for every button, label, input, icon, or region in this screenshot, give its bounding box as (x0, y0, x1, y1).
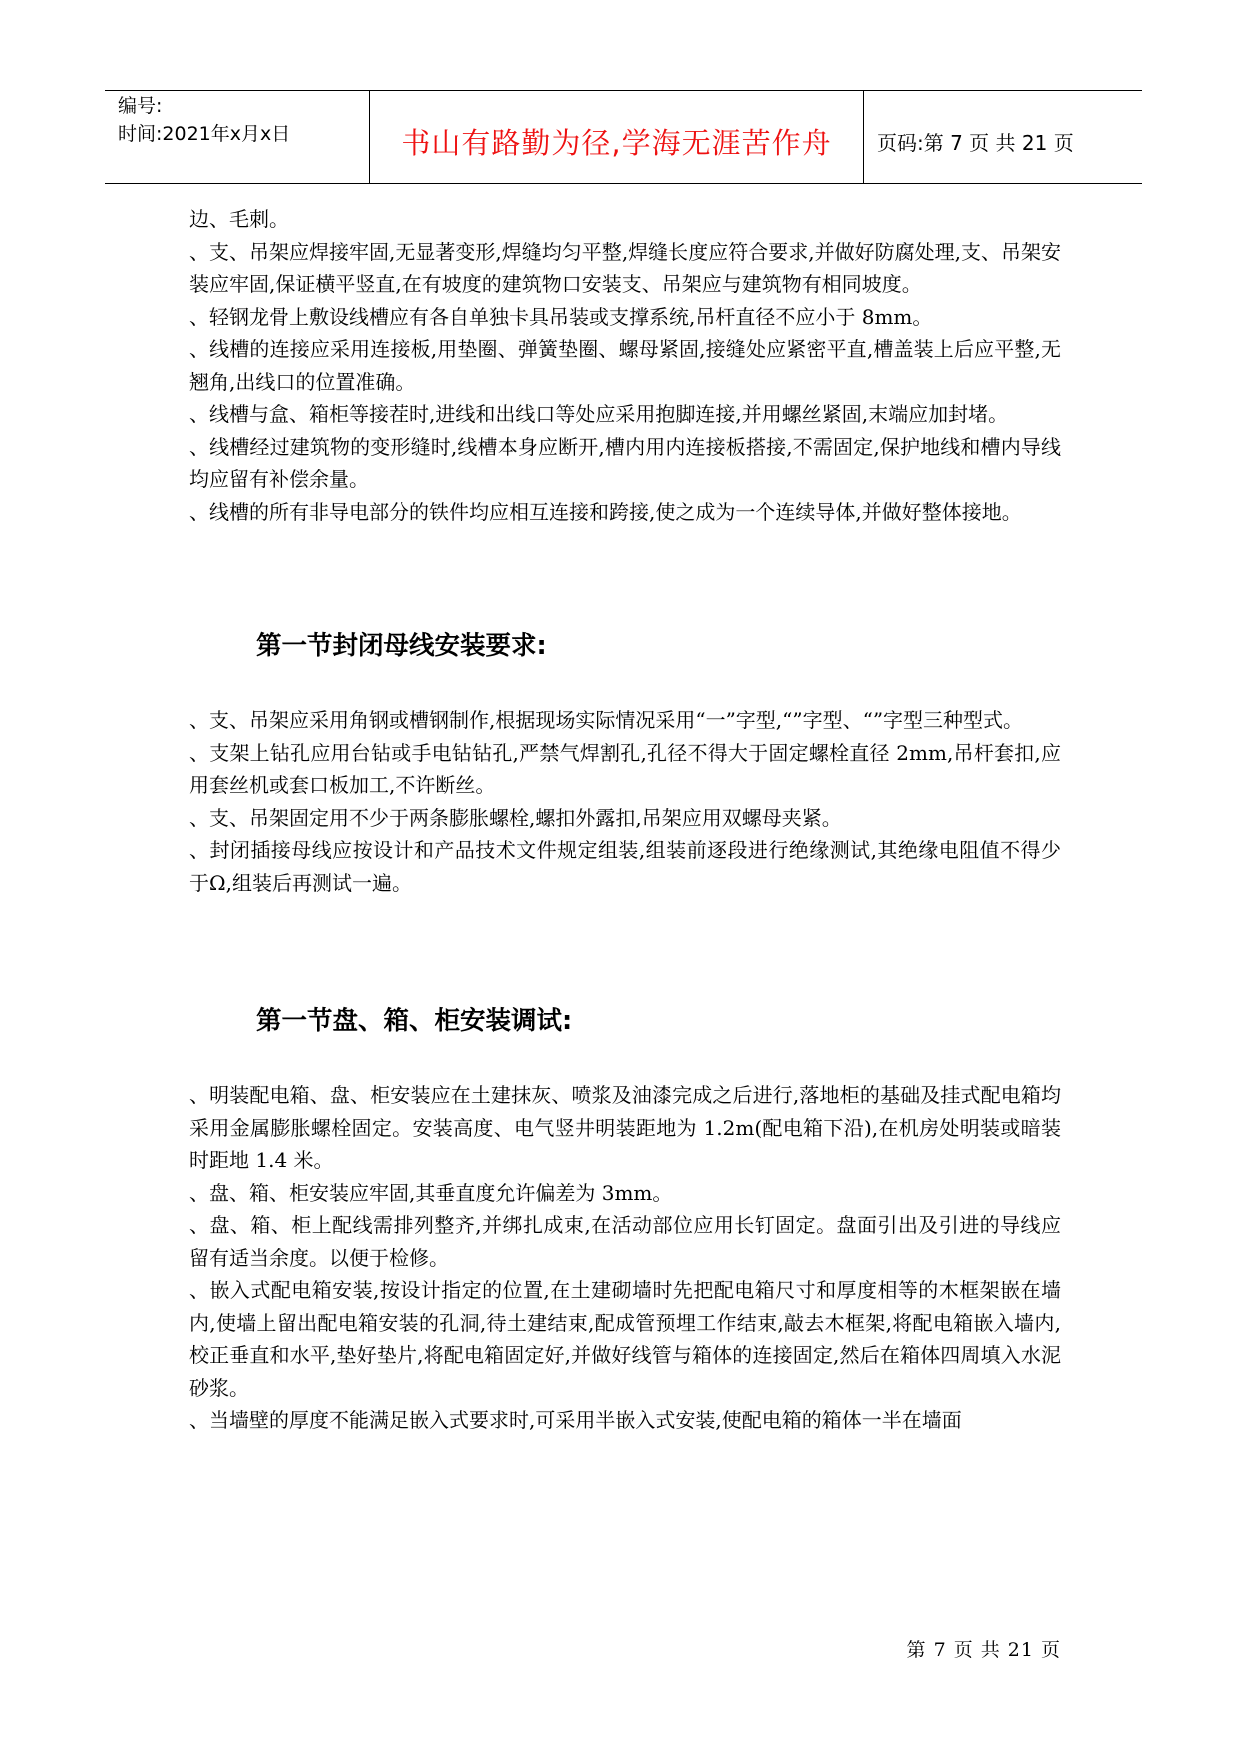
header-motto-cell (370, 91, 864, 183)
section-heading: 第一节封闭母线安装要求: (256, 631, 547, 661)
paragraph: 、明装配电箱、盘、柜安装应在土建抹灰、喷浆及油漆完成之后进行,落地柜的基础及挂式配电箱均采用金属膨胀螺栓固定。安装高度、电气竖井明装距地为 1.2m(配电箱下沿),在机房处明装或暗装时距地 1.4 米。 (189, 1083, 1061, 1172)
section-heading: 第一节盘、箱、柜安装调试: (256, 1006, 573, 1036)
paragraph: 、封闭插接母线应按设计和产品技术文件规定组装,组装前逐段进行绝缘测试,其绝缘电阻值不得少于Ω,组装后再测试一遍。 (189, 838, 1061, 895)
paragraph: 、线槽经过建筑物的变形缝时,线槽本身应断开,槽内用内连接板搭接,不需固定,保护地线和槽内导线均应留有补偿余量。 (189, 434, 1061, 491)
paragraph: 、支、吊架固定用不少于两条膨胀螺栓,螺扣外露扣,吊架应用双螺母夹紧。 (189, 805, 842, 830)
header-page-cell (864, 91, 1142, 183)
paragraph: 、当墙壁的厚度不能满足嵌入式要求时,可采用半嵌入式安装,使配电箱的箱体一半在墙面 (189, 1408, 962, 1432)
paragraph-group (189, 1079, 1061, 1437)
paragraph: 、支、吊架应采用角钢或槽钢制作,根据现场实际情况采用“一”字型,“”字型、“”字型三种型式。 (189, 708, 1024, 732)
paragraph: 、支架上钻孔应用台钻或手电钻钻孔,严禁气焊割孔,孔径不得大于固定螺栓直径 2mm,吊杆套扣,应用套丝机或套口板加工,不许断丝。 (189, 740, 1061, 797)
paragraph-group (189, 704, 1061, 899)
paragraph-group (189, 203, 1061, 528)
page-header (105, 90, 1142, 184)
paragraph: 、支、吊架应焊接牢固,无显著变形,焊缝均匀平整,焊缝长度应符合要求,并做好防腐处理,支、吊架安装应牢固,保证横平竖直,在有坡度的建筑物口安装支、吊架应与建筑物有相同坡度。 (189, 239, 1061, 296)
document-body (189, 203, 1061, 1437)
header-page-number: 页码:第 7 页 共 21 页 (877, 131, 1074, 155)
paragraph: 、嵌入式配电箱安装,按设计指定的位置,在土建砌墙时先把配电箱尺寸和厚度相等的木框架嵌在墙内,使墙上留出配电箱安装的孔洞,待土建结束,配成管预埋工作结束,敲去木框架,将配电箱嵌入墙内,校正垂直和水平,垫好垫片,将配电箱固定好,并做好线管与箱体的连接固定,然后在箱体四周填入水泥砂浆。 (189, 1278, 1061, 1400)
paragraph: 、轻钢龙骨上敷设线槽应有各自单独卡具吊装或支撑系统,吊杆直径不应小于 8mm。 (189, 304, 933, 329)
header-meta-cell (105, 91, 370, 183)
page-footer-number: 第 7 页 共 21 页 (906, 1639, 1061, 1661)
paragraph: 边、毛刺。 (189, 207, 289, 231)
paragraph: 、盘、箱、柜上配线需排列整齐,并绑扎成束,在活动部位应用长钉固定。盘面引出及引进的导线应留有适当余度。以便于检修。 (189, 1213, 1061, 1270)
paragraph: 、线槽的所有非导电部分的铁件均应相互连接和跨接,使之成为一个连续导体,并做好整体接地。 (189, 499, 1022, 524)
paragraph: 、线槽的连接应采用连接板,用垫圈、弹簧垫圈、螺母紧固,接缝处应紧密平直,槽盖装上后应平整,无翘角,出线口的位置准确。 (189, 337, 1061, 394)
document-number-label: 编号: (118, 95, 163, 117)
paragraph: 、线槽与盒、箱柜等接茬时,进线和出线口等处应采用抱脚连接,并用螺丝紧固,末端应加封堵。 (189, 402, 1009, 426)
document-time-label: 时间:2021年x月x日 (118, 123, 291, 145)
header-motto: 书山有路勤为径,学海无涯苦作舟 (401, 126, 832, 160)
paragraph: 、盘、箱、柜安装应牢固,其垂直度允许偏差为 3mm。 (189, 1180, 673, 1205)
